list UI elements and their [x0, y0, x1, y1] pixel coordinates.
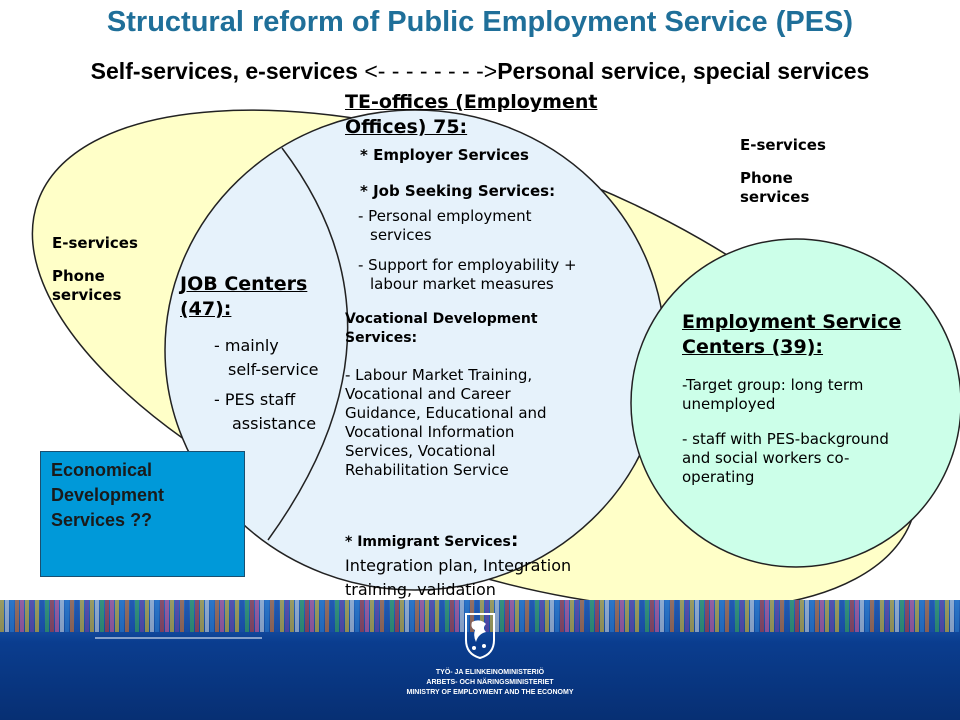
- footer-stripe: [840, 600, 844, 632]
- footer-stripe: [115, 600, 119, 632]
- voc-line6: Rehabilitation Service: [345, 461, 509, 479]
- voc-line3: Guidance, Educational and: [345, 404, 547, 422]
- footer-stripe: [730, 600, 734, 632]
- personal-line1: - Personal employment: [358, 207, 532, 225]
- footer-stripe: [80, 600, 84, 632]
- immigrant-services: [345, 528, 571, 602]
- footer-stripe: [25, 600, 29, 632]
- footer-stripe: [655, 600, 659, 632]
- footer-stripe: [740, 600, 744, 632]
- footer-stripe: [290, 600, 294, 632]
- ministry-name-fi: TYÖ- JA ELINKEINOMINISTERIÖ: [435, 669, 545, 676]
- footer-stripe: [620, 600, 624, 632]
- lion-crest-icon: [462, 610, 498, 660]
- footer-stripe: [185, 600, 189, 632]
- footer-stripe: [860, 600, 864, 632]
- footer-stripe: [810, 600, 814, 632]
- footer-stripe: [190, 600, 194, 632]
- esc-staff-3: operating: [682, 468, 755, 486]
- footer-stripe: [430, 600, 434, 632]
- footer-stripe: [675, 600, 679, 632]
- footer-stripe: [305, 600, 309, 632]
- footer-stripe: [365, 600, 369, 632]
- te-heading-line1: TE-offices (Employment: [345, 91, 598, 113]
- esc-target-1: -Target group: long term: [682, 376, 864, 394]
- footer-stripe: [865, 600, 869, 632]
- econ-line2: Development: [51, 485, 165, 505]
- footer-stripe: [195, 600, 199, 632]
- personal-line2: services: [370, 226, 432, 244]
- vocational-h1: Vocational Development: [345, 311, 538, 327]
- footer-stripe: [50, 600, 54, 632]
- subtitle-left: Self-services, e-services: [90, 58, 358, 84]
- footer-stripe: [565, 600, 569, 632]
- support-line1: - Support for employability +: [358, 256, 577, 274]
- footer-stripe: [20, 600, 24, 632]
- footer-stripe: [0, 600, 4, 632]
- footer-stripe: [200, 600, 204, 632]
- footer-stripe: [165, 600, 169, 632]
- footer-stripe: [380, 600, 384, 632]
- personal-employment: [358, 207, 532, 245]
- footer-stripe: [580, 600, 584, 632]
- footer-stripe: [110, 600, 114, 632]
- immigrant-heading: * Immigrant Services: [345, 534, 511, 550]
- footer-stripe: [155, 600, 159, 632]
- footer-stripe: [800, 600, 804, 632]
- footer-stripe: [540, 600, 544, 632]
- footer-stripe: [955, 600, 959, 632]
- immigrant-line2: training, validation: [345, 580, 496, 599]
- footer-stripe: [695, 600, 699, 632]
- footer-stripe: [240, 600, 244, 632]
- footer-stripe: [615, 600, 619, 632]
- footer-stripe: [210, 600, 214, 632]
- footer-stripe: [755, 600, 759, 632]
- footer-stripe: [890, 600, 894, 632]
- right-phone-line1: Phone: [740, 169, 793, 187]
- footer-stripe: [805, 600, 809, 632]
- footer-stripe: [650, 600, 654, 632]
- immigrant-colon: :: [510, 529, 519, 551]
- te-offices-heading: [345, 90, 597, 140]
- footer-stripe: [300, 600, 304, 632]
- job-centers-list: [214, 334, 318, 436]
- footer-stripe: [750, 600, 754, 632]
- footer-stripe: [150, 600, 154, 632]
- footer-stripe: [310, 600, 314, 632]
- footer-stripe: [770, 600, 774, 632]
- footer-stripe: [395, 600, 399, 632]
- footer-stripe: [935, 600, 939, 632]
- footer-stripe: [905, 600, 909, 632]
- footer-stripe: [715, 600, 719, 632]
- footer-stripe: [780, 600, 784, 632]
- immigrant-line1: Integration plan, Integration: [345, 556, 572, 575]
- footer-stripe: [605, 600, 609, 632]
- footer-stripe: [930, 600, 934, 632]
- footer-stripe: [765, 600, 769, 632]
- job-seeking-services: * Job Seeking Services:: [360, 182, 556, 200]
- footer-stripe: [775, 600, 779, 632]
- esc-staff-1: - staff with PES-background: [682, 430, 889, 448]
- subtitle-right: Personal service, special services: [497, 58, 870, 84]
- footer-stripe: [745, 600, 749, 632]
- footer-stripe: [450, 600, 454, 632]
- footer-stripe: [850, 600, 854, 632]
- footer-stripe: [590, 600, 594, 632]
- footer-stripe: [520, 600, 524, 632]
- footer-stripe: [790, 600, 794, 632]
- footer-stripe: [70, 600, 74, 632]
- footer-stripe: [895, 600, 899, 632]
- right-phone-line2: services: [740, 188, 810, 206]
- footer-stripe: [830, 600, 834, 632]
- footer-stripe: [785, 600, 789, 632]
- econ-line1: Economical: [51, 460, 153, 480]
- footer-stripe: [340, 600, 344, 632]
- footer-stripe: [575, 600, 579, 632]
- footer-stripe: [325, 600, 329, 632]
- footer-stripe: [920, 600, 924, 632]
- footer-stripe: [355, 600, 359, 632]
- job-item1-a: - mainly: [214, 336, 279, 355]
- footer-stripe: [295, 600, 299, 632]
- support-line2: labour market measures: [370, 275, 554, 293]
- esc-target-2: unemployed: [682, 395, 776, 413]
- footer-stripe: [680, 600, 684, 632]
- footer-stripe: [225, 600, 229, 632]
- footer-stripe: [660, 600, 664, 632]
- footer-stripe: [370, 600, 374, 632]
- footer-stripe: [720, 600, 724, 632]
- footer-stripe: [220, 600, 224, 632]
- footer-stripe: [690, 600, 694, 632]
- footer-stripe: [215, 600, 219, 632]
- footer-stripe: [710, 600, 714, 632]
- footer-stripe: [245, 600, 249, 632]
- job-centers-heading: [180, 272, 307, 322]
- footer-stripe: [400, 600, 404, 632]
- footer-stripe: [570, 600, 574, 632]
- footer-stripe: [870, 600, 874, 632]
- job-item2-b: assistance: [232, 414, 317, 433]
- footer-stripe: [845, 600, 849, 632]
- footer-stripe: [415, 600, 419, 632]
- esc-list: [682, 376, 889, 487]
- footer-stripe: [505, 600, 509, 632]
- footer-stripe: [545, 600, 549, 632]
- footer-stripe: [335, 600, 339, 632]
- footer-stripe: [285, 600, 289, 632]
- footer-stripe: [670, 600, 674, 632]
- esc-staff-2: and social workers co-: [682, 449, 850, 467]
- footer-stripe: [950, 600, 954, 632]
- footer-stripe: [270, 600, 274, 632]
- voc-line4: Vocational Information: [345, 423, 515, 441]
- footer-stripe: [45, 600, 49, 632]
- slide-title: Structural reform of Public Employment Service (PES): [106, 6, 854, 38]
- footer-stripe: [915, 600, 919, 632]
- footer-stripe: [55, 600, 59, 632]
- footer-stripe: [280, 600, 284, 632]
- footer-stripe: [120, 600, 124, 632]
- left-eservices: [52, 234, 138, 305]
- footer-stripe: [760, 600, 764, 632]
- footer-stripe: [630, 600, 634, 632]
- voc-line2: Vocational and Career: [345, 385, 511, 403]
- footer-stripe: [925, 600, 929, 632]
- footer-stripe: [60, 600, 64, 632]
- footer-stripe: [600, 600, 604, 632]
- econ-line3: Services ??: [51, 510, 153, 530]
- footer-stripe: [885, 600, 889, 632]
- footer-stripe: [855, 600, 859, 632]
- footer-stripe: [235, 600, 239, 632]
- footer-stripe: [665, 600, 669, 632]
- footer-stripe: [555, 600, 559, 632]
- vocational-heading: [345, 310, 538, 348]
- footer-stripe: [735, 600, 739, 632]
- left-phone-line1: Phone: [52, 267, 105, 285]
- footer-stripe: [160, 600, 164, 632]
- footer-stripe: [205, 600, 209, 632]
- ministry-footer: [0, 600, 960, 720]
- footer-stripe: [595, 600, 599, 632]
- footer-stripe: [65, 600, 69, 632]
- footer-stripe: [390, 600, 394, 632]
- footer-stripe: [515, 600, 519, 632]
- footer-stripe: [525, 600, 529, 632]
- footer-stripe: [880, 600, 884, 632]
- job-centers-h2: (47):: [180, 298, 232, 320]
- footer-stripe: [420, 600, 424, 632]
- footer-stripe: [265, 600, 269, 632]
- footer-stripe: [255, 600, 259, 632]
- voc-line5: Services, Vocational: [345, 442, 496, 460]
- footer-stripe: [5, 600, 9, 632]
- footer-stripe: [825, 600, 829, 632]
- footer-stripe: [175, 600, 179, 632]
- footer-stripe: [260, 600, 264, 632]
- footer-stripe: [550, 600, 554, 632]
- footer-stripe: [535, 600, 539, 632]
- footer-stripe: [500, 600, 504, 632]
- footer-stripe: [705, 600, 709, 632]
- left-eservices-label: E-services: [52, 234, 138, 252]
- footer-stripe: [435, 600, 439, 632]
- footer-stripe: [445, 600, 449, 632]
- footer-stripe: [145, 600, 149, 632]
- footer-stripe: [900, 600, 904, 632]
- footer-stripe: [640, 600, 644, 632]
- job-item1-b: self-service: [228, 360, 319, 379]
- footer-stripe: [90, 600, 94, 632]
- footer-stripe: [330, 600, 334, 632]
- footer-stripe: [725, 600, 729, 632]
- footer-stripe: [15, 600, 19, 632]
- footer-stripe: [910, 600, 914, 632]
- te-heading-line2: Offices) 75:: [345, 116, 468, 138]
- footer-stripe: [635, 600, 639, 632]
- footer-stripe: [250, 600, 254, 632]
- footer-stripe: [625, 600, 629, 632]
- footer-stripe: [405, 600, 409, 632]
- right-eservices: [740, 136, 826, 207]
- economical-development-box: [40, 451, 245, 577]
- footer-stripe: [385, 600, 389, 632]
- footer-stripe: [275, 600, 279, 632]
- footer-stripe: [610, 600, 614, 632]
- footer-stripe: [180, 600, 184, 632]
- footer-stripe: [585, 600, 589, 632]
- footer-stripe: [135, 600, 139, 632]
- footer-stripe: [940, 600, 944, 632]
- ministry-name: [380, 668, 600, 698]
- employer-services: * Employer Services: [360, 146, 529, 164]
- footer-stripe: [945, 600, 949, 632]
- voc-line1: - Labour Market Training,: [345, 366, 533, 384]
- footer-stripe: [345, 600, 349, 632]
- footer-stripe: [40, 600, 44, 632]
- footer-stripe: [85, 600, 89, 632]
- footer-stripe: [140, 600, 144, 632]
- footer-stripe: [560, 600, 564, 632]
- footer-stripe: [105, 600, 109, 632]
- footer-stripe: [425, 600, 429, 632]
- vocational-h2: Services:: [345, 330, 418, 346]
- footer-stripe: [130, 600, 134, 632]
- footer-stripe: [795, 600, 799, 632]
- footer-stripe: [455, 600, 459, 632]
- footer-stripe: [820, 600, 824, 632]
- footer-stripe: [835, 600, 839, 632]
- footer-stripe: [35, 600, 39, 632]
- footer-stripe: [410, 600, 414, 632]
- ministry-name-en: MINISTRY OF EMPLOYMENT AND THE ECONOMY: [406, 689, 574, 696]
- esc-h1: Employment Service: [682, 311, 902, 333]
- footer-stripe: [315, 600, 319, 632]
- footer-stripe: [875, 600, 879, 632]
- footer-stripe: [440, 600, 444, 632]
- footer-stripe: [75, 600, 79, 632]
- job-item2-a: - PES staff: [214, 390, 296, 409]
- footer-stripe: [95, 600, 99, 632]
- footer-stripe: [320, 600, 324, 632]
- footer-stripe: [30, 600, 34, 632]
- right-eservices-label: E-services: [740, 136, 826, 154]
- subtitle-arrow: <- - - - - - - ->: [364, 58, 498, 84]
- vocational-list: [345, 366, 547, 480]
- footer-stripe: [815, 600, 819, 632]
- footer-stripe: [700, 600, 704, 632]
- ministry-name-sv: ARBETS- OCH NÄRINGSMINISTERIET: [426, 679, 554, 686]
- footer-stripe: [350, 600, 354, 632]
- footer-stripe: [510, 600, 514, 632]
- footer-stripe: [375, 600, 379, 632]
- footer-stripe: [685, 600, 689, 632]
- footer-stripe: [360, 600, 364, 632]
- footer-stripe: [125, 600, 129, 632]
- employability-support: [358, 256, 577, 294]
- footer-stripe: [230, 600, 234, 632]
- footer-stripe: [645, 600, 649, 632]
- esc-heading: [682, 310, 901, 360]
- footer-stripe: [10, 600, 14, 632]
- esc-h2: Centers (39):: [682, 336, 824, 358]
- footer-stripe: [530, 600, 534, 632]
- left-phone-line2: services: [52, 286, 122, 304]
- footer-stripe: [100, 600, 104, 632]
- footer-stripe: [170, 600, 174, 632]
- job-centers-h1: JOB Centers: [180, 273, 308, 295]
